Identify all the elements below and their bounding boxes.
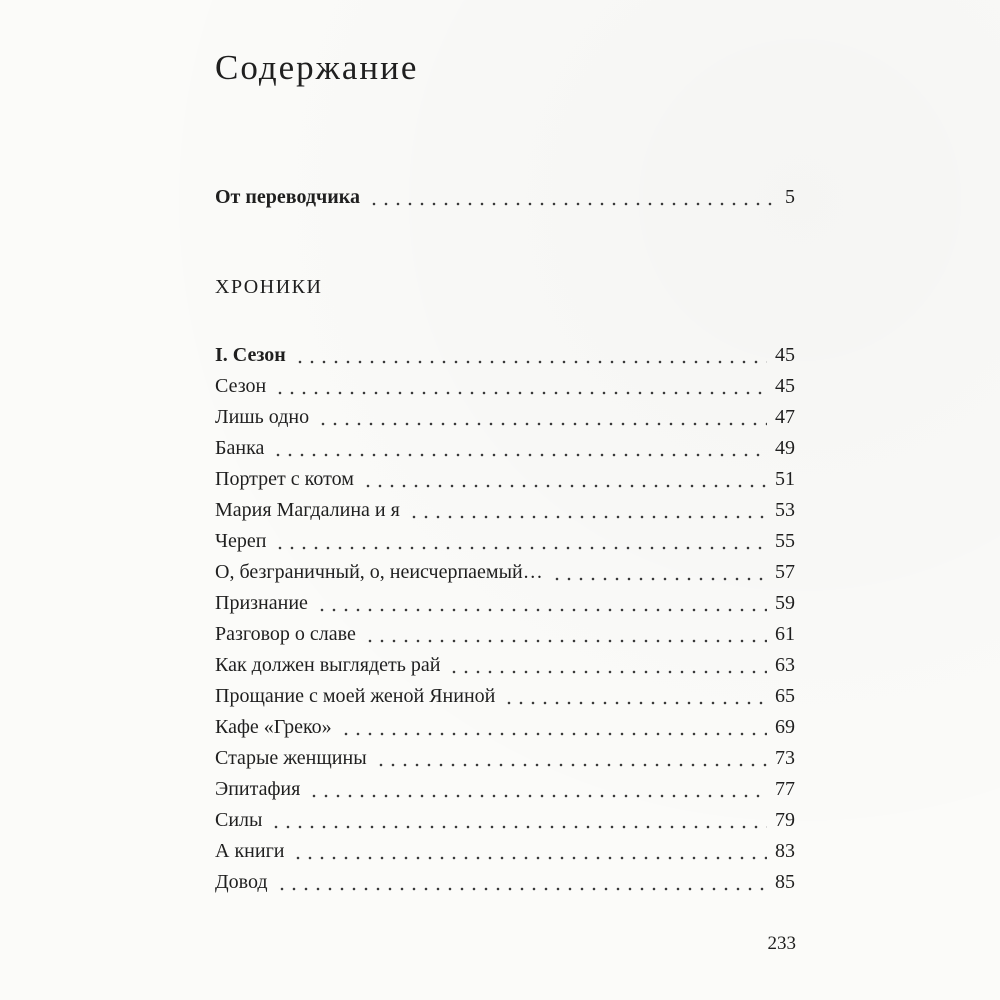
dot-leader	[551, 576, 767, 582]
toc-entry	[215, 526, 795, 556]
toc-entry	[215, 681, 795, 711]
toc-entry-label: Мария Магдалина и я	[215, 499, 400, 521]
toc-entry-page: 65	[775, 685, 795, 707]
toc-entry	[215, 805, 795, 835]
toc-entry	[215, 433, 795, 463]
dot-leader	[292, 855, 767, 861]
toc-entry-page: 57	[775, 561, 795, 583]
toc-entry-label: Банка	[215, 437, 265, 459]
toc-entry	[215, 867, 795, 897]
toc-entry-page: 47	[775, 406, 795, 428]
dot-leader	[272, 452, 767, 458]
toc-entry	[215, 774, 795, 804]
toc-entry	[215, 712, 795, 742]
toc-entry-front-matter	[215, 182, 795, 212]
dot-leader	[503, 700, 767, 706]
toc-entry-page: 59	[775, 592, 795, 614]
toc-entry-label: Как должен выглядеть рай	[215, 654, 441, 676]
toc-entry-label: От переводчика	[215, 186, 361, 208]
toc-entry-page: 53	[775, 499, 795, 521]
toc-entry	[215, 402, 795, 432]
dot-leader	[448, 669, 767, 675]
toc-entry-label: Разговор о славе	[215, 623, 356, 645]
toc-entry-label: I. Сезон	[215, 344, 286, 366]
dot-leader	[340, 731, 767, 737]
toc-entry-label: Признание	[215, 592, 308, 614]
dot-leader	[408, 514, 767, 520]
dot-leader	[294, 359, 767, 365]
dot-leader	[362, 483, 767, 489]
toc-entry-page: 69	[775, 716, 795, 738]
toc-entry	[215, 650, 795, 680]
toc-entry-page: 79	[775, 809, 795, 831]
toc-entry-page: 85	[775, 871, 795, 893]
dot-leader	[364, 638, 767, 644]
toc-entry	[215, 619, 795, 649]
toc-entry	[215, 557, 795, 587]
toc-entry	[215, 340, 795, 370]
toc-entry-page: 5	[785, 186, 795, 208]
toc-entry-label: О, безграничный, о, неисчерпаемый…	[215, 561, 543, 583]
toc-entry-label: Лишь одно	[215, 406, 310, 428]
toc-entry-page: 63	[775, 654, 795, 676]
dot-leader	[375, 762, 767, 768]
toc-entry	[215, 371, 795, 401]
toc-entry-label: Кафе «Греко»	[215, 716, 332, 738]
page-number: 233	[767, 933, 796, 954]
toc-entry-label: Довод	[215, 871, 268, 893]
toc-entry	[215, 743, 795, 773]
dot-leader	[308, 793, 767, 799]
toc-entry-label: Эпитафия	[215, 778, 301, 800]
toc-entry-page: 83	[775, 840, 795, 862]
toc-entry	[215, 836, 795, 866]
toc-entry	[215, 588, 795, 618]
toc-entry-label: Старые женщины	[215, 747, 367, 769]
page-title: Содержание	[215, 48, 419, 87]
toc-entry-page: 49	[775, 437, 795, 459]
toc-entry-page: 51	[775, 468, 795, 490]
dot-leader	[317, 421, 767, 427]
toc-entry-page: 61	[775, 623, 795, 645]
toc-entry-page: 45	[775, 375, 795, 397]
toc-entry-label: Череп	[215, 530, 267, 552]
toc-entry	[215, 495, 795, 525]
dot-leader	[270, 824, 767, 830]
dot-leader	[316, 607, 767, 613]
toc-entry-label: Прощание с моей женой Яниной	[215, 685, 496, 707]
toc-entry-page: 55	[775, 530, 795, 552]
dot-leader	[276, 886, 767, 892]
toc-entry-label: Сезон	[215, 375, 267, 397]
toc-entry	[215, 464, 795, 494]
toc-entry-label: А книги	[215, 840, 285, 862]
section-title: ХРОНИКИ	[215, 276, 323, 298]
toc-entry-page: 45	[775, 344, 795, 366]
toc-entry-label: Силы	[215, 809, 263, 831]
dot-leader	[274, 390, 767, 396]
toc-entry-page: 77	[775, 778, 795, 800]
dot-leader	[274, 545, 767, 551]
toc-entry-label: Портрет с котом	[215, 468, 354, 490]
toc-entry-page: 73	[775, 747, 795, 769]
dot-leader	[368, 201, 777, 207]
